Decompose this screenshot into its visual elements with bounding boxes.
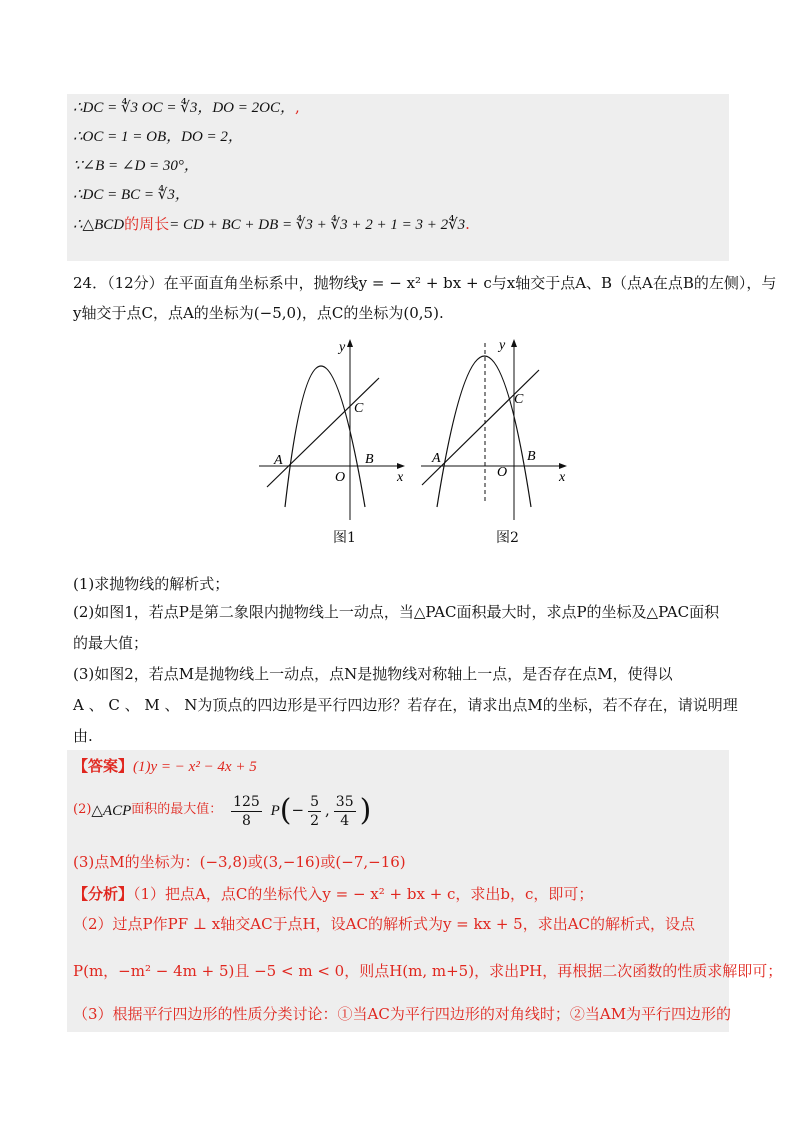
fig1-label-b: B <box>365 452 374 467</box>
analysis-line-2: （2）过点P作PF ⊥ x轴交AC于点H，设AC的解析式为y = kx + 5，求出AC的解析式，设点 <box>73 915 696 933</box>
solution-line-2: ∴OC = 1 = OB，DO = 2， <box>73 129 243 145</box>
fig1-label-o: O <box>335 470 346 485</box>
fig2-label-c: C <box>514 392 524 407</box>
fig2-label-b: B <box>527 449 536 464</box>
solution-line-3: ∵∠B = ∠D = 30°， <box>73 158 199 174</box>
analysis-line-1: 【分析】（1）把点A，点C的坐标代入y = − x² + bx + c，求出b，c，即可； <box>73 885 594 903</box>
max-area-fraction: $\frac{125}{8}$ <box>233 793 260 829</box>
part-2-line-1: (2)如图1，若点P是第二象限内抛物线上一动点，当△PAC面积最大时，求点P的坐标及△PAC面积 <box>73 603 720 621</box>
analysis-line-3: P(m，−m² − 4m + 5)且 −5 < m < 0，则点H(m, m+5)，求出PH，再根据二次函数的性质求解即可； <box>73 962 783 980</box>
figure-1 <box>255 335 415 530</box>
analysis-line-4: （3）根据平行四边形的性质分类讨论：①当AC为平行四边形的对角线时；②当AM为平行四边形的 <box>73 1005 732 1023</box>
fig2-label-a: A <box>432 451 441 466</box>
analysis-tag: 【分析】 <box>73 885 134 903</box>
previous-solution-block <box>67 94 729 261</box>
figure-2 <box>417 335 577 530</box>
answer-line-2: (2)△ACP面积的最大值： $\frac{125}{8}$ P(− $\frac{5}{2}$ , $\frac{35}{4}$ ) <box>73 793 372 829</box>
fig1-label-c: C <box>354 401 364 416</box>
part-3-line-2: A 、 C 、 M 、 N为顶点的四边形是平行四边形？若存在，请求出点M的坐标，若不存在，请说明理 <box>73 696 738 714</box>
solution-line-4: ∴DC = BC = ∜3， <box>73 187 190 203</box>
figure-1-caption: 图1 <box>333 530 356 546</box>
fig2-label-o: O <box>497 465 508 480</box>
py-fraction: $\frac{35}{4}$ <box>335 793 354 829</box>
figure-2-caption: 图2 <box>496 530 519 546</box>
fig2-label-x: x <box>559 470 566 485</box>
answer-tag: 【答案】 <box>73 757 134 775</box>
part-3-line-1: (3)如图2，若点M是抛物线上一动点，点N是抛物线对称轴上一点，是否存在点M，使得以 <box>73 665 673 683</box>
fig2-label-y: y <box>499 338 506 353</box>
problem-line-2: y轴交于点C，点A的坐标为(−5,0)，点C的坐标为(0,5). <box>73 304 444 322</box>
px-fraction: $\frac{5}{2}$ <box>310 793 319 829</box>
solution-line-5: ∴△BCD的周长= CD + BC + DB = ∜3 + ∜3 + 2 + 1 = 3 + 2∜3. <box>73 215 470 233</box>
fig1-label-a: A <box>274 453 283 468</box>
fig1-label-x: x <box>397 470 404 485</box>
answer-line-1: 【答案】(1)y = − x² − 4x + 5 <box>73 757 257 775</box>
solution-line-1: ∴DC = ∜3 OC = ∜3，DO = 2OC，, <box>73 98 300 116</box>
problem-line-1: 24．（12分）在平面直角坐标系中，抛物线y = − x² + bx + c与x轴交于点A、B（点A在点B的左侧），与 <box>73 274 777 292</box>
part-2-line-2: 的最大值； <box>73 634 149 652</box>
part-1: (1)求抛物线的解析式； <box>73 575 230 593</box>
fig1-label-y: y <box>339 340 346 355</box>
part-3-line-3: 由. <box>73 727 93 745</box>
answer-line-3: (3)点M的坐标为：(−3,8)或(3,−16)或(−7,−16) <box>73 853 406 871</box>
